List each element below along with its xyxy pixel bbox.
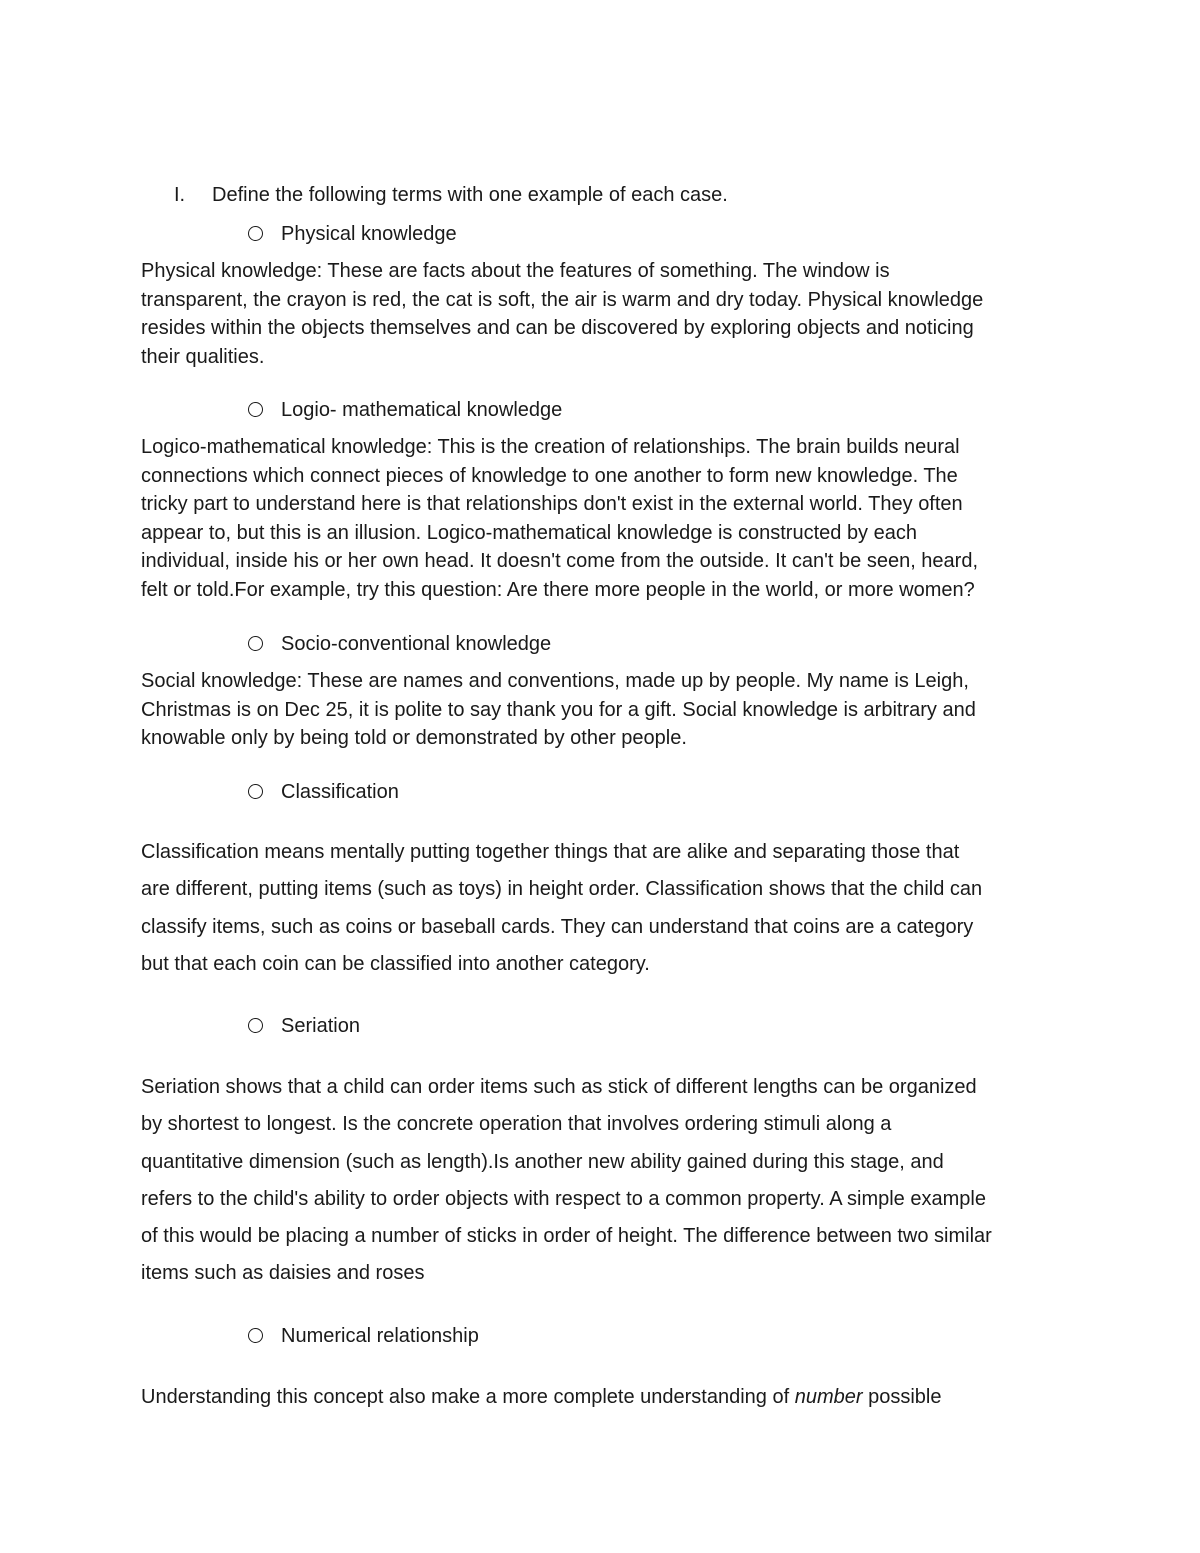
term-logico-mathematical-knowledge xyxy=(248,398,562,422)
term-label: Physical knowledge xyxy=(281,223,457,245)
definition-numerical-relationship xyxy=(141,1379,1071,1416)
paragraph-line: connections which connect pieces of knowledge to one another to form new knowledge. The xyxy=(141,464,958,487)
paragraph-line: tricky part to understand here is that relationships don't exist in the external world. They often xyxy=(141,493,963,516)
paragraph-line: resides within the objects themselves and can be discovered by exploring objects and noticing xyxy=(141,317,974,340)
definition-seriation xyxy=(141,1069,1071,1293)
circle-bullet-icon xyxy=(248,1018,263,1033)
term-physical-knowledge xyxy=(248,222,457,246)
paragraph-line: felt or told.For example, try this question: Are there more people in the world, or more women? xyxy=(141,578,975,601)
question-number: I. xyxy=(174,184,186,206)
paragraph-line: Classification means mentally putting together things that are alike and separating those that xyxy=(141,841,960,863)
definition-socio-conventional-knowledge xyxy=(141,667,1071,753)
definition-logico-mathematical-knowledge xyxy=(141,433,1071,605)
circle-bullet-icon xyxy=(248,226,263,241)
term-classification xyxy=(248,780,399,804)
definition-classification xyxy=(141,834,1071,983)
paragraph-line: appear to, but this is an illusion. Logico-mathematical knowledge is constructed by each xyxy=(141,521,917,544)
text-segment: possible xyxy=(862,1386,942,1408)
paragraph-line: Logico-mathematical knowledge: This is the creation of relationships. The brain builds neural xyxy=(141,436,960,458)
paragraph-line: quantitative dimension (such as length).Is another new ability gained during this stage, and xyxy=(141,1150,944,1173)
paragraph-line: classify items, such as coins or baseball cards. They can understand that coins are a category xyxy=(141,915,974,938)
paragraph-line: Seriation shows that a child can order items such as stick of different lengths can be organized xyxy=(141,1076,977,1098)
circle-bullet-icon xyxy=(248,784,263,799)
paragraph-line: Christmas is on Dec 25, it is polite to say thank you for a gift. Social knowledge is arbitrary and xyxy=(141,698,976,721)
term-numerical-relationship xyxy=(248,1324,479,1348)
circle-bullet-icon xyxy=(248,636,263,651)
paragraph-line: individual, inside his or her own head. It doesn't come from the outside. It can't be seen, heard, xyxy=(141,550,979,573)
paragraph-line: by shortest to longest. Is the concrete operation that involves ordering stimuli along a xyxy=(141,1113,892,1136)
question-heading xyxy=(174,183,728,207)
paragraph-line: are different, putting items (such as toys) in height order. Classification shows that the child can xyxy=(141,878,983,901)
paragraph-line: Physical knowledge: These are facts about the features of something. The window is xyxy=(141,260,890,282)
text-segment: Understanding this concept also make a more complete understanding of xyxy=(141,1386,795,1408)
term-label: Classification xyxy=(281,781,399,803)
paragraph-line: of this would be placing a number of sticks in order of height. The difference between two similar xyxy=(141,1225,992,1248)
circle-bullet-icon xyxy=(248,1328,263,1343)
term-seriation xyxy=(248,1014,360,1038)
paragraph-line: but that each coin can be classified into another category. xyxy=(141,952,650,975)
term-socio-conventional-knowledge xyxy=(248,632,551,656)
term-label: Logio- mathematical knowledge xyxy=(281,399,563,421)
circle-bullet-icon xyxy=(248,402,263,417)
italic-term: number xyxy=(794,1386,863,1408)
term-label: Seriation xyxy=(281,1015,360,1037)
definition-physical-knowledge xyxy=(141,257,1071,371)
paragraph-line: items such as daisies and roses xyxy=(141,1262,425,1285)
paragraph-line: transparent, the crayon is red, the cat is soft, the air is warm and dry today. Physical knowledge xyxy=(141,288,984,311)
term-label: Socio-conventional knowledge xyxy=(281,633,552,655)
paragraph-line: their qualities. xyxy=(141,345,265,368)
paragraph-line: Social knowledge: These are names and conventions, made up by people. My name is Leigh, xyxy=(141,670,969,692)
term-label: Numerical relationship xyxy=(281,1325,479,1347)
paragraph-line: refers to the child's ability to order objects with respect to a common property. A simple example xyxy=(141,1187,986,1210)
question-text: Define the following terms with one example of each case. xyxy=(212,184,728,206)
paragraph-line xyxy=(141,1379,1071,1416)
paragraph-line: knowable only by being told or demonstrated by other people. xyxy=(141,727,687,750)
